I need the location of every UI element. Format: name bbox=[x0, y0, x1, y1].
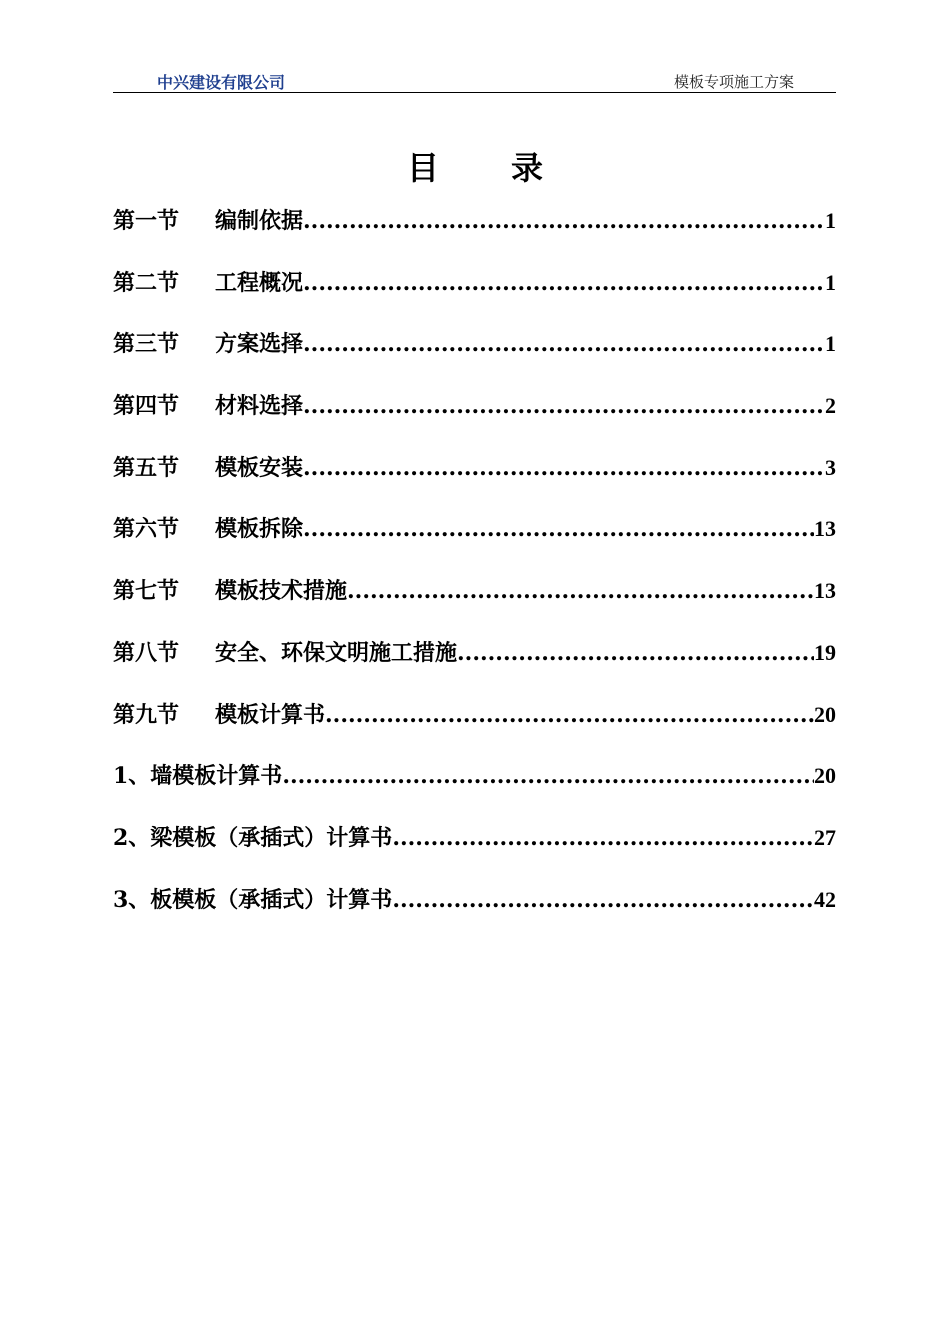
toc-leader-dots bbox=[303, 455, 825, 481]
toc-leader-dots bbox=[303, 331, 825, 357]
toc-entry-page: 13 bbox=[814, 578, 836, 604]
toc-heading bbox=[0, 143, 950, 189]
toc-leader-dots bbox=[303, 393, 825, 419]
toc-entry[interactable] bbox=[113, 883, 836, 945]
toc-leader-dots bbox=[303, 208, 825, 234]
toc-entry[interactable] bbox=[113, 821, 836, 883]
toc-entry-title: 3、板模板（承插式）计算书 bbox=[113, 886, 393, 913]
toc-entry-title: 编制依据 bbox=[215, 208, 304, 234]
toc-entry-page: 42 bbox=[814, 886, 836, 912]
toc-leader-dots bbox=[303, 270, 825, 296]
toc-entry-title: 2、梁模板（承插式）计算书 bbox=[113, 824, 393, 851]
toc-entry-number: 第三节 bbox=[113, 331, 180, 358]
toc-entry-page: 2 bbox=[825, 393, 836, 419]
toc-entry-page: 3 bbox=[825, 454, 836, 480]
toc-entry-number: 第六节 bbox=[113, 516, 180, 543]
toc-entry-title: 材料选择 bbox=[215, 393, 304, 420]
toc-entry[interactable] bbox=[113, 389, 836, 451]
toc-entry-page: 20 bbox=[814, 763, 836, 789]
toc-leader-dots bbox=[303, 516, 814, 542]
toc-heading-left: 目 bbox=[406, 149, 439, 187]
toc-entry[interactable] bbox=[113, 636, 836, 698]
company-name: 中兴建设有限公司 bbox=[157, 73, 286, 92]
toc-heading-right: 录 bbox=[511, 149, 544, 187]
toc-entry-page: 13 bbox=[814, 516, 836, 542]
toc-leader-dots bbox=[347, 578, 814, 604]
document-title: 模板专项施工方案 bbox=[673, 73, 794, 91]
toc-entry[interactable] bbox=[113, 574, 836, 636]
toc-leader-dots bbox=[392, 887, 814, 913]
toc-entry-title: 安全、环保文明施工措施 bbox=[215, 639, 458, 666]
toc-entry-number: 第五节 bbox=[113, 454, 180, 481]
page-header bbox=[113, 68, 836, 93]
toc-entry-title: 模板技术措施 bbox=[215, 578, 348, 605]
toc-leader-dots bbox=[457, 640, 814, 666]
toc-entry-title: 方案选择 bbox=[215, 331, 304, 358]
toc-leader-dots bbox=[392, 825, 814, 851]
table-of-contents bbox=[113, 204, 836, 944]
toc-entry[interactable] bbox=[113, 327, 836, 389]
toc-entry-title: 模板拆除 bbox=[215, 516, 304, 543]
toc-entry-title: 工程概况 bbox=[215, 269, 304, 296]
toc-entry-page: 1 bbox=[825, 208, 836, 233]
toc-leader-dots bbox=[282, 763, 814, 789]
toc-entry[interactable] bbox=[113, 698, 836, 760]
toc-entry-number: 第一节 bbox=[113, 208, 180, 234]
toc-entry-number: 第七节 bbox=[113, 578, 180, 605]
toc-entry-page: 1 bbox=[825, 331, 836, 357]
toc-entry-title: 模板安装 bbox=[215, 454, 304, 481]
toc-entry-page: 1 bbox=[825, 269, 836, 295]
toc-entry[interactable] bbox=[113, 451, 836, 513]
toc-entry-page: 20 bbox=[814, 701, 836, 727]
toc-entry-number: 第四节 bbox=[113, 393, 180, 420]
toc-leader-dots bbox=[325, 702, 814, 728]
toc-entry-number: 第九节 bbox=[113, 701, 180, 728]
toc-entry-page: 19 bbox=[814, 639, 836, 665]
toc-entry[interactable] bbox=[113, 204, 836, 266]
toc-entry[interactable] bbox=[113, 759, 836, 821]
toc-entry-title: 1、墙模板计算书 bbox=[113, 763, 283, 790]
toc-entry-number: 第八节 bbox=[113, 639, 180, 666]
toc-entry-number: 第二节 bbox=[113, 269, 180, 296]
toc-entry-page: 27 bbox=[814, 824, 836, 850]
toc-entry-title: 模板计算书 bbox=[215, 701, 326, 728]
toc-entry[interactable] bbox=[113, 512, 836, 574]
toc-entry[interactable] bbox=[113, 266, 836, 328]
